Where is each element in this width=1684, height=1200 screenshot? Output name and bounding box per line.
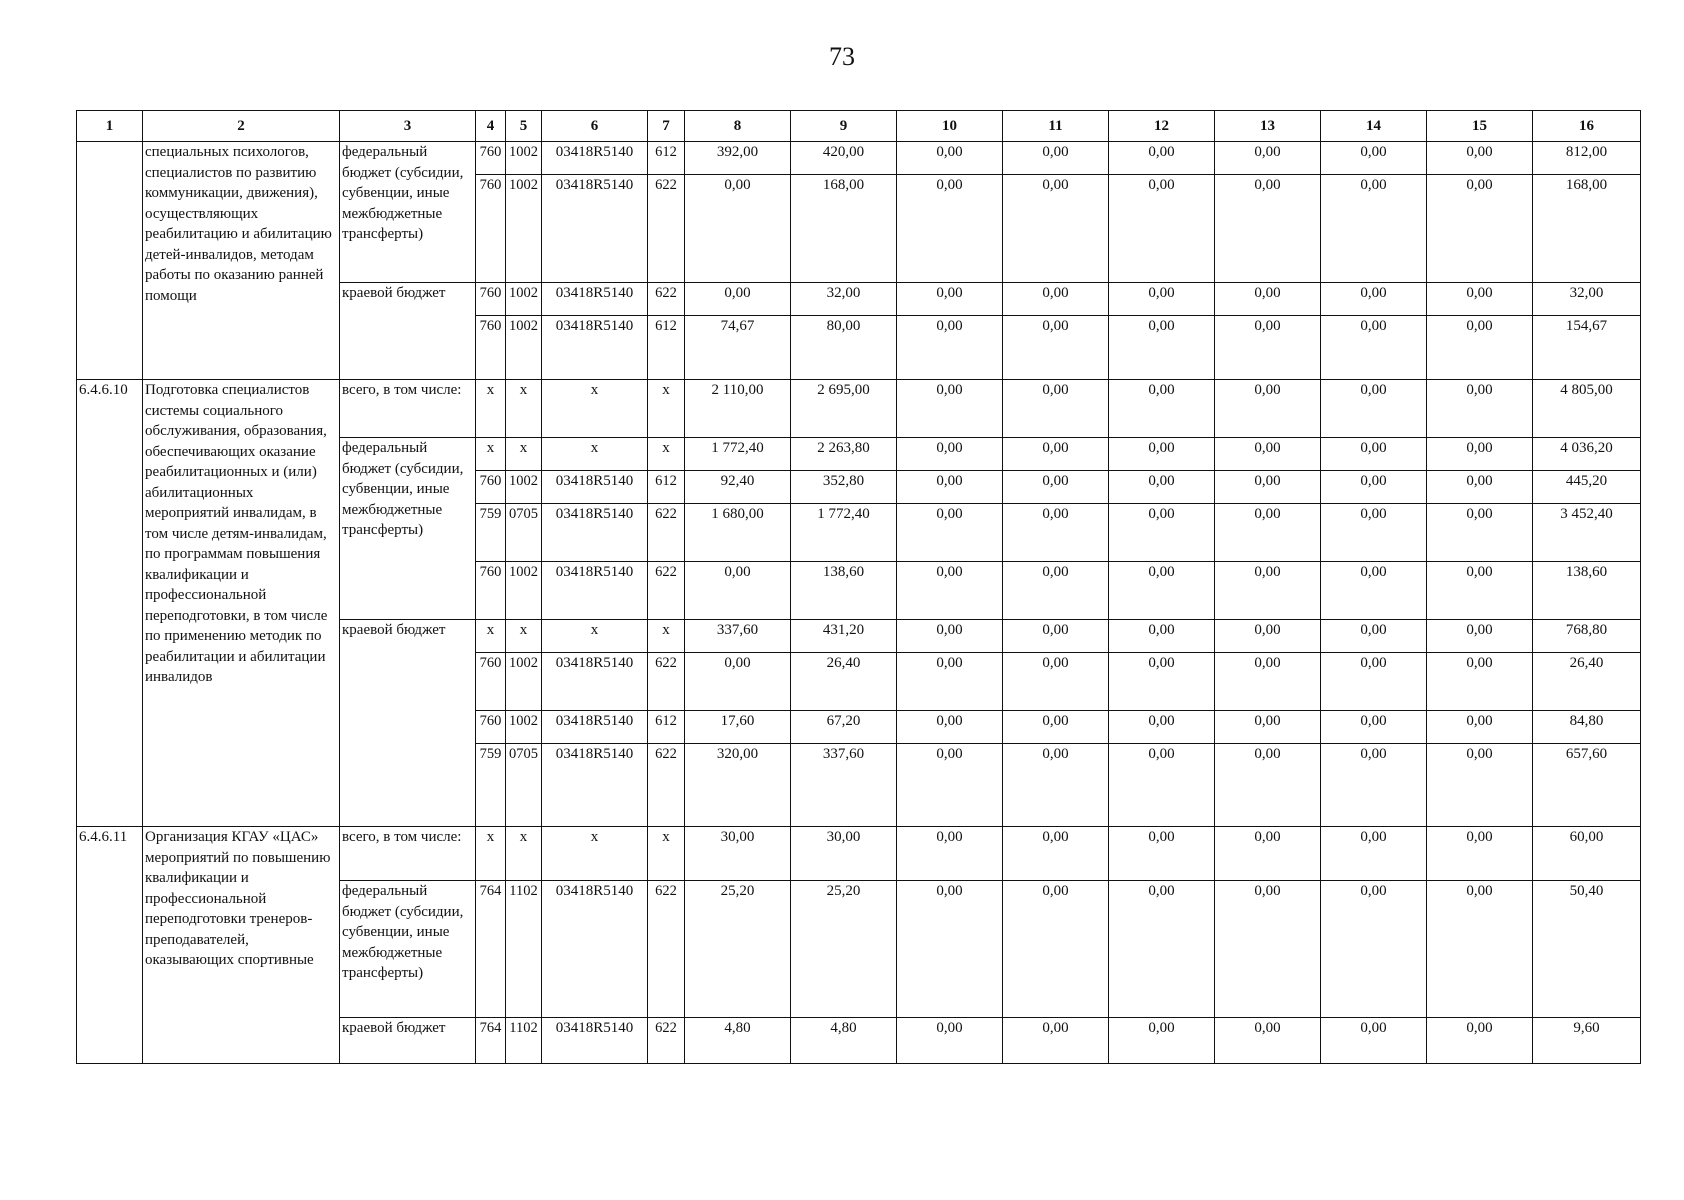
section-index: 6.4.6.11 <box>77 827 143 1064</box>
amount-col-13: 0,00 <box>1215 1018 1321 1064</box>
column-header-16: 16 <box>1533 111 1641 142</box>
amount-col-16: 812,00 <box>1533 142 1641 175</box>
column-header-12: 12 <box>1109 111 1215 142</box>
target-article-code: 03418R5140 <box>542 881 648 1018</box>
amount-col-13: 0,00 <box>1215 283 1321 316</box>
target-article-code: 03418R5140 <box>542 175 648 283</box>
grbs-code: 760 <box>476 142 506 175</box>
budget-table <box>76 110 1641 1064</box>
amount-col-8: 2 110,00 <box>685 380 791 438</box>
amount-col-11: 0,00 <box>1003 620 1109 653</box>
section-code: 1102 <box>506 881 542 1018</box>
amount-col-15: 0,00 <box>1427 827 1533 881</box>
expense-type-code: x <box>648 380 685 438</box>
column-header-5: 5 <box>506 111 542 142</box>
expense-type-code: 612 <box>648 316 685 380</box>
section-name: Организация КГАУ «ЦАС» мероприятий по повышению квалификации и профессиональной переподготовки тренеров-преподавателей, оказывающих спортивные <box>143 827 340 1064</box>
column-header-10: 10 <box>897 111 1003 142</box>
funding-source-label: федеральный бюджет (субсидии, субвенции, иные межбюджетные трансферты) <box>340 438 476 620</box>
amount-col-14: 0,00 <box>1321 653 1427 711</box>
amount-col-12: 0,00 <box>1109 881 1215 1018</box>
amount-col-8: 0,00 <box>685 175 791 283</box>
amount-col-10: 0,00 <box>897 175 1003 283</box>
section-code: 1002 <box>506 471 542 504</box>
grbs-code: 759 <box>476 744 506 827</box>
grbs-code: x <box>476 827 506 881</box>
section-code: x <box>506 438 542 471</box>
amount-col-11: 0,00 <box>1003 711 1109 744</box>
amount-col-15: 0,00 <box>1427 380 1533 438</box>
section-index: 6.4.6.10 <box>77 380 143 827</box>
amount-col-15: 0,00 <box>1427 711 1533 744</box>
amount-col-13: 0,00 <box>1215 827 1321 881</box>
section-code: 1002 <box>506 711 542 744</box>
amount-col-11: 0,00 <box>1003 175 1109 283</box>
amount-col-13: 0,00 <box>1215 380 1321 438</box>
amount-col-16: 768,80 <box>1533 620 1641 653</box>
amount-col-12: 0,00 <box>1109 562 1215 620</box>
amount-col-13: 0,00 <box>1215 653 1321 711</box>
amount-col-10: 0,00 <box>897 881 1003 1018</box>
amount-col-14: 0,00 <box>1321 711 1427 744</box>
column-header-15: 15 <box>1427 111 1533 142</box>
amount-col-16: 4 805,00 <box>1533 380 1641 438</box>
amount-col-11: 0,00 <box>1003 744 1109 827</box>
grbs-code: 760 <box>476 471 506 504</box>
amount-col-8: 17,60 <box>685 711 791 744</box>
amount-col-15: 0,00 <box>1427 744 1533 827</box>
amount-col-13: 0,00 <box>1215 142 1321 175</box>
amount-col-15: 0,00 <box>1427 620 1533 653</box>
amount-col-9: 26,40 <box>791 653 897 711</box>
column-header-6: 6 <box>542 111 648 142</box>
amount-col-12: 0,00 <box>1109 175 1215 283</box>
column-header-9: 9 <box>791 111 897 142</box>
amount-col-9: 2 263,80 <box>791 438 897 471</box>
target-article-code: 03418R5140 <box>542 711 648 744</box>
expense-type-code: 622 <box>648 653 685 711</box>
amount-col-14: 0,00 <box>1321 620 1427 653</box>
section-code: x <box>506 827 542 881</box>
expense-type-code: 622 <box>648 744 685 827</box>
amount-col-8: 1 772,40 <box>685 438 791 471</box>
grbs-code: 760 <box>476 283 506 316</box>
expense-type-code: 622 <box>648 504 685 562</box>
funding-source-label: федеральный бюджет (субсидии, субвенции, иные межбюджетные трансферты) <box>340 142 476 283</box>
amount-col-11: 0,00 <box>1003 1018 1109 1064</box>
amount-col-12: 0,00 <box>1109 142 1215 175</box>
amount-col-15: 0,00 <box>1427 881 1533 1018</box>
funding-source-label: краевой бюджет <box>340 1018 476 1064</box>
amount-col-8: 0,00 <box>685 283 791 316</box>
amount-col-9: 168,00 <box>791 175 897 283</box>
amount-col-9: 138,60 <box>791 562 897 620</box>
amount-col-16: 32,00 <box>1533 283 1641 316</box>
section-name: Подготовка специалистов системы социального обслуживания, образования, обеспечивающих оказание реабилитационных и (или) абилитационных мероприятий инвалидам, в том числе детям-инвалидам, по программам повышения квалификации и профессиональной переподготовки, в том числе по применению методик по реабилитации и абилитации инвалидов <box>143 380 340 827</box>
amount-col-9: 337,60 <box>791 744 897 827</box>
amount-col-14: 0,00 <box>1321 827 1427 881</box>
amount-col-11: 0,00 <box>1003 380 1109 438</box>
amount-col-8: 30,00 <box>685 827 791 881</box>
grbs-code: 760 <box>476 711 506 744</box>
target-article-code: 03418R5140 <box>542 471 648 504</box>
amount-col-13: 0,00 <box>1215 175 1321 283</box>
amount-col-8: 74,67 <box>685 316 791 380</box>
amount-col-15: 0,00 <box>1427 175 1533 283</box>
amount-col-16: 154,67 <box>1533 316 1641 380</box>
target-article-code: 03418R5140 <box>542 504 648 562</box>
amount-col-9: 431,20 <box>791 620 897 653</box>
section-name: специальных психологов, специалистов по развитию коммуникации, движения), осуществляющих реабилитацию и абилитацию детей-инвалидов, методам работы по оказанию ранней помощи <box>143 142 340 380</box>
expense-type-code: x <box>648 827 685 881</box>
amount-col-15: 0,00 <box>1427 142 1533 175</box>
amount-col-10: 0,00 <box>897 142 1003 175</box>
grbs-code: 760 <box>476 316 506 380</box>
target-article-code: 03418R5140 <box>542 283 648 316</box>
section-index <box>77 142 143 380</box>
column-header-2: 2 <box>143 111 340 142</box>
amount-col-9: 80,00 <box>791 316 897 380</box>
amount-col-14: 0,00 <box>1321 283 1427 316</box>
amount-col-9: 4,80 <box>791 1018 897 1064</box>
amount-col-11: 0,00 <box>1003 653 1109 711</box>
amount-col-9: 1 772,40 <box>791 504 897 562</box>
amount-col-12: 0,00 <box>1109 316 1215 380</box>
funding-source-label: всего, в том числе: <box>340 380 476 438</box>
amount-col-13: 0,00 <box>1215 744 1321 827</box>
amount-col-15: 0,00 <box>1427 653 1533 711</box>
header-row <box>77 111 1641 142</box>
amount-col-12: 0,00 <box>1109 380 1215 438</box>
grbs-code: 764 <box>476 881 506 1018</box>
amount-col-10: 0,00 <box>897 471 1003 504</box>
amount-col-15: 0,00 <box>1427 562 1533 620</box>
amount-col-10: 0,00 <box>897 562 1003 620</box>
target-article-code: x <box>542 827 648 881</box>
section-code: 0705 <box>506 504 542 562</box>
amount-col-8: 320,00 <box>685 744 791 827</box>
column-header-4: 4 <box>476 111 506 142</box>
target-article-code: 03418R5140 <box>542 1018 648 1064</box>
amount-col-16: 4 036,20 <box>1533 438 1641 471</box>
amount-col-12: 0,00 <box>1109 827 1215 881</box>
target-article-code: 03418R5140 <box>542 744 648 827</box>
amount-col-10: 0,00 <box>897 620 1003 653</box>
table-row <box>77 827 1641 881</box>
section-code: 0705 <box>506 744 542 827</box>
amount-col-13: 0,00 <box>1215 471 1321 504</box>
section-code: 1002 <box>506 562 542 620</box>
amount-col-11: 0,00 <box>1003 316 1109 380</box>
amount-col-9: 352,80 <box>791 471 897 504</box>
section-code: 1002 <box>506 653 542 711</box>
section-code: x <box>506 620 542 653</box>
amount-col-10: 0,00 <box>897 711 1003 744</box>
target-article-code: 03418R5140 <box>542 316 648 380</box>
amount-col-15: 0,00 <box>1427 504 1533 562</box>
section-code: 1002 <box>506 142 542 175</box>
page-number: 73 <box>829 42 855 71</box>
target-article-code: x <box>542 380 648 438</box>
expense-type-code: 622 <box>648 175 685 283</box>
amount-col-14: 0,00 <box>1321 504 1427 562</box>
amount-col-16: 3 452,40 <box>1533 504 1641 562</box>
amount-col-11: 0,00 <box>1003 827 1109 881</box>
amount-col-13: 0,00 <box>1215 620 1321 653</box>
funding-source-label: краевой бюджет <box>340 620 476 827</box>
amount-col-8: 337,60 <box>685 620 791 653</box>
amount-col-11: 0,00 <box>1003 438 1109 471</box>
expense-type-code: 622 <box>648 562 685 620</box>
amount-col-9: 30,00 <box>791 827 897 881</box>
amount-col-10: 0,00 <box>897 1018 1003 1064</box>
amount-col-11: 0,00 <box>1003 142 1109 175</box>
amount-col-8: 4,80 <box>685 1018 791 1064</box>
column-header-8: 8 <box>685 111 791 142</box>
amount-col-14: 0,00 <box>1321 744 1427 827</box>
amount-col-13: 0,00 <box>1215 711 1321 744</box>
section-code: x <box>506 380 542 438</box>
amount-col-16: 26,40 <box>1533 653 1641 711</box>
amount-col-16: 445,20 <box>1533 471 1641 504</box>
amount-col-16: 50,40 <box>1533 881 1641 1018</box>
amount-col-13: 0,00 <box>1215 881 1321 1018</box>
expense-type-code: 612 <box>648 711 685 744</box>
table-row <box>77 380 1641 438</box>
amount-col-8: 0,00 <box>685 653 791 711</box>
amount-col-14: 0,00 <box>1321 175 1427 283</box>
amount-col-8: 1 680,00 <box>685 504 791 562</box>
amount-col-14: 0,00 <box>1321 438 1427 471</box>
expense-type-code: x <box>648 620 685 653</box>
grbs-code: x <box>476 380 506 438</box>
section-code: 1002 <box>506 175 542 283</box>
grbs-code: 760 <box>476 175 506 283</box>
amount-col-8: 92,40 <box>685 471 791 504</box>
amount-col-12: 0,00 <box>1109 744 1215 827</box>
amount-col-13: 0,00 <box>1215 316 1321 380</box>
grbs-code: 759 <box>476 504 506 562</box>
funding-source-label: федеральный бюджет (субсидии, субвенции, иные межбюджетные трансферты) <box>340 881 476 1018</box>
amount-col-10: 0,00 <box>897 827 1003 881</box>
column-header-14: 14 <box>1321 111 1427 142</box>
grbs-code: 760 <box>476 562 506 620</box>
column-header-13: 13 <box>1215 111 1321 142</box>
expense-type-code: 612 <box>648 142 685 175</box>
amount-col-12: 0,00 <box>1109 438 1215 471</box>
amount-col-12: 0,00 <box>1109 504 1215 562</box>
amount-col-14: 0,00 <box>1321 380 1427 438</box>
amount-col-11: 0,00 <box>1003 562 1109 620</box>
amount-col-10: 0,00 <box>897 438 1003 471</box>
amount-col-14: 0,00 <box>1321 1018 1427 1064</box>
amount-col-8: 0,00 <box>685 562 791 620</box>
section-code: 1002 <box>506 316 542 380</box>
amount-col-13: 0,00 <box>1215 438 1321 471</box>
amount-col-13: 0,00 <box>1215 504 1321 562</box>
amount-col-12: 0,00 <box>1109 471 1215 504</box>
amount-col-15: 0,00 <box>1427 438 1533 471</box>
amount-col-16: 84,80 <box>1533 711 1641 744</box>
amount-col-14: 0,00 <box>1321 881 1427 1018</box>
expense-type-code: 622 <box>648 1018 685 1064</box>
amount-col-15: 0,00 <box>1427 471 1533 504</box>
amount-col-11: 0,00 <box>1003 471 1109 504</box>
target-article-code: 03418R5140 <box>542 562 648 620</box>
amount-col-16: 60,00 <box>1533 827 1641 881</box>
amount-col-14: 0,00 <box>1321 471 1427 504</box>
expense-type-code: x <box>648 438 685 471</box>
target-article-code: 03418R5140 <box>542 653 648 711</box>
amount-col-9: 25,20 <box>791 881 897 1018</box>
amount-col-11: 0,00 <box>1003 283 1109 316</box>
amount-col-9: 420,00 <box>791 142 897 175</box>
amount-col-10: 0,00 <box>897 316 1003 380</box>
grbs-code: x <box>476 438 506 471</box>
column-header-7: 7 <box>648 111 685 142</box>
target-article-code: x <box>542 620 648 653</box>
amount-col-14: 0,00 <box>1321 142 1427 175</box>
amount-col-10: 0,00 <box>897 380 1003 438</box>
grbs-code: 764 <box>476 1018 506 1064</box>
amount-col-9: 2 695,00 <box>791 380 897 438</box>
amount-col-14: 0,00 <box>1321 562 1427 620</box>
amount-col-9: 67,20 <box>791 711 897 744</box>
amount-col-10: 0,00 <box>897 744 1003 827</box>
column-header-1: 1 <box>77 111 143 142</box>
column-header-3: 3 <box>340 111 476 142</box>
amount-col-14: 0,00 <box>1321 316 1427 380</box>
amount-col-10: 0,00 <box>897 653 1003 711</box>
amount-col-10: 0,00 <box>897 504 1003 562</box>
amount-col-12: 0,00 <box>1109 1018 1215 1064</box>
amount-col-8: 25,20 <box>685 881 791 1018</box>
amount-col-9: 32,00 <box>791 283 897 316</box>
column-header-11: 11 <box>1003 111 1109 142</box>
amount-col-12: 0,00 <box>1109 711 1215 744</box>
amount-col-15: 0,00 <box>1427 316 1533 380</box>
funding-source-label: краевой бюджет <box>340 283 476 380</box>
expense-type-code: 622 <box>648 283 685 316</box>
expense-type-code: 612 <box>648 471 685 504</box>
funding-source-label: всего, в том числе: <box>340 827 476 881</box>
amount-col-15: 0,00 <box>1427 283 1533 316</box>
section-code: 1102 <box>506 1018 542 1064</box>
amount-col-11: 0,00 <box>1003 504 1109 562</box>
amount-col-13: 0,00 <box>1215 562 1321 620</box>
amount-col-16: 9,60 <box>1533 1018 1641 1064</box>
expense-type-code: 622 <box>648 881 685 1018</box>
amount-col-16: 138,60 <box>1533 562 1641 620</box>
amount-col-12: 0,00 <box>1109 283 1215 316</box>
grbs-code: x <box>476 620 506 653</box>
amount-col-11: 0,00 <box>1003 881 1109 1018</box>
amount-col-15: 0,00 <box>1427 1018 1533 1064</box>
table-row <box>77 142 1641 175</box>
amount-col-8: 392,00 <box>685 142 791 175</box>
section-code: 1002 <box>506 283 542 316</box>
target-article-code: x <box>542 438 648 471</box>
amount-col-16: 657,60 <box>1533 744 1641 827</box>
amount-col-12: 0,00 <box>1109 620 1215 653</box>
amount-col-10: 0,00 <box>897 283 1003 316</box>
amount-col-12: 0,00 <box>1109 653 1215 711</box>
amount-col-16: 168,00 <box>1533 175 1641 283</box>
grbs-code: 760 <box>476 653 506 711</box>
target-article-code: 03418R5140 <box>542 142 648 175</box>
